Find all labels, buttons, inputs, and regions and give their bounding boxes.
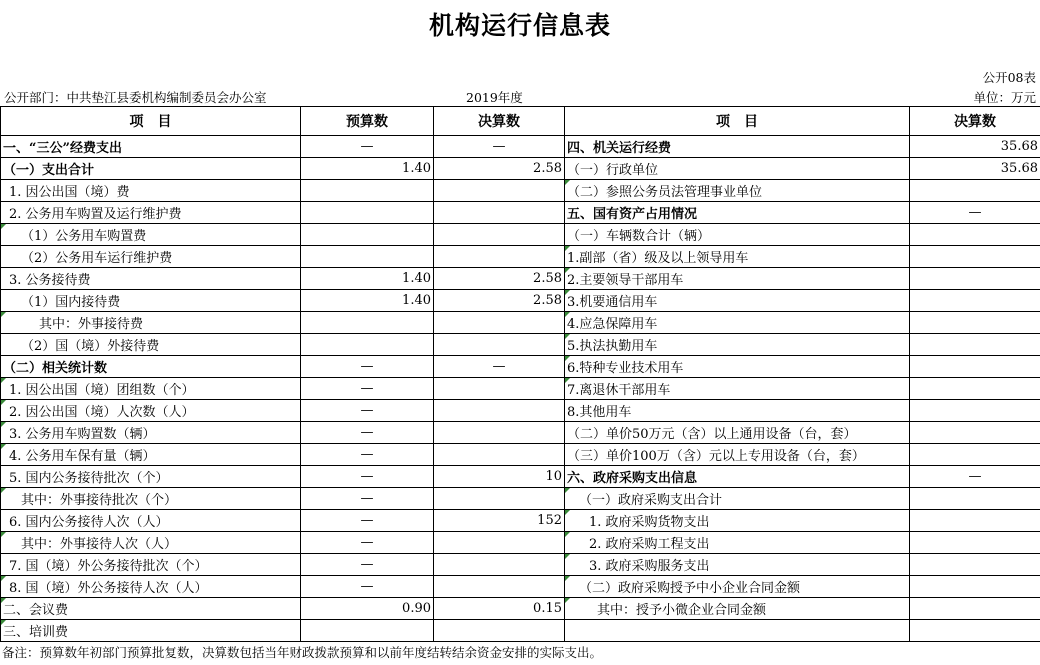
table-row (1, 202, 1040, 224)
row-final-right (910, 576, 1040, 598)
row-final-right (910, 598, 1040, 620)
row-budget: — (301, 554, 434, 576)
row-item-right: 7.离退休干部用车 (565, 378, 910, 400)
row-item-right: 五、国有资产占用情况 (565, 202, 910, 224)
row-final-right: 35.68 (910, 136, 1040, 158)
row-item-left: 1. 因公出国（境）费 (1, 180, 301, 202)
table-row (1, 312, 1040, 334)
table-row (1, 532, 1040, 554)
row-final-right (910, 334, 1040, 356)
table-row (1, 224, 1040, 246)
row-final-left (434, 224, 565, 246)
row-item-left: （一）支出合计 (1, 158, 301, 180)
table-row (1, 356, 1040, 378)
row-item-left: 1. 因公出国（境）团组数（个） (1, 378, 301, 400)
row-final-right (910, 224, 1040, 246)
row-item-left: 7. 国（境）外公务接待批次（个） (1, 554, 301, 576)
row-budget: — (301, 136, 434, 158)
row-final-right: — (910, 466, 1040, 488)
table-row (1, 400, 1040, 422)
row-item-right: 1. 政府采购货物支出 (565, 510, 910, 532)
header-final-left: 决算数 (434, 107, 565, 136)
form-number: 公开08表 (982, 70, 1036, 85)
table-header-row (1, 107, 1040, 136)
row-item-left: 3. 公务接待费 (1, 268, 301, 290)
row-item-right: 6.特种专业技术用车 (565, 356, 910, 378)
row-budget (301, 202, 434, 224)
row-final-right (910, 554, 1040, 576)
page-title: 机构运行信息表 (428, 11, 611, 40)
row-final-left (434, 334, 565, 356)
row-item-right: （一）行政单位 (565, 158, 910, 180)
row-budget: — (301, 356, 434, 378)
table-row (1, 136, 1040, 158)
row-final-right (910, 378, 1040, 400)
row-final-left (434, 488, 565, 510)
table-row (1, 246, 1040, 268)
row-final-left (434, 180, 565, 202)
row-item-left: （二）相关统计数 (1, 356, 301, 378)
year-label: 2019年度 (466, 90, 523, 105)
row-item-right: （三）单价100万（含）元以上专用设备（台，套） (565, 444, 910, 466)
row-final-right (910, 356, 1040, 378)
row-final-left (434, 532, 565, 554)
row-budget: — (301, 400, 434, 422)
row-final-left: 152 (434, 510, 565, 532)
table-row (1, 620, 1040, 642)
row-item-right: 8.其他用车 (565, 400, 910, 422)
row-item-left: 2. 公务用车购置及运行维护费 (1, 202, 301, 224)
header-item-left: 项 目 (1, 107, 301, 136)
row-item-left: （2）国（境）外接待费 (1, 334, 301, 356)
row-budget: 1.40 (301, 158, 434, 180)
unit-label: 单位：万元 (973, 90, 1036, 105)
row-final-left (434, 400, 565, 422)
table-row (1, 290, 1040, 312)
row-budget (301, 246, 434, 268)
row-final-left: — (434, 356, 565, 378)
row-item-left: 3. 公务用车购置数（辆） (1, 422, 301, 444)
row-final-left (434, 576, 565, 598)
row-budget: — (301, 576, 434, 598)
table-row (1, 554, 1040, 576)
row-final-left (434, 246, 565, 268)
header-item-right: 项 目 (565, 107, 910, 136)
table-row (1, 466, 1040, 488)
table-row (1, 510, 1040, 532)
row-item-right (565, 620, 910, 642)
row-item-left: 其中：外事接待费 (1, 312, 301, 334)
table-row (1, 488, 1040, 510)
row-item-left: 二、会议费 (1, 598, 301, 620)
table-row (1, 180, 1040, 202)
row-item-left: 4. 公务用车保有量（辆） (1, 444, 301, 466)
row-final-left (434, 312, 565, 334)
row-item-left: 5. 国内公务接待批次（个） (1, 466, 301, 488)
row-item-right: （一）车辆数合计（辆） (565, 224, 910, 246)
row-item-right: 3.机要通信用车 (565, 290, 910, 312)
row-final-left: 0.15 (434, 598, 565, 620)
table-row (1, 598, 1040, 620)
row-item-right: 2. 政府采购工程支出 (565, 532, 910, 554)
row-budget: — (301, 488, 434, 510)
row-budget (301, 312, 434, 334)
row-final-left (434, 554, 565, 576)
table-row (1, 334, 1040, 356)
row-final-right (910, 290, 1040, 312)
row-item-right: 其中：授予小微企业合同金额 (565, 598, 910, 620)
row-item-right: （二）政府采购授予中小企业合同金额 (565, 576, 910, 598)
row-final-left: 10 (434, 466, 565, 488)
row-final-right (910, 620, 1040, 642)
row-item-left: 其中：外事接待人次（人） (1, 532, 301, 554)
row-final-left: 2.58 (434, 268, 565, 290)
table-row (1, 576, 1040, 598)
row-item-right: （一）政府采购支出合计 (565, 488, 910, 510)
row-final-left: — (434, 136, 565, 158)
row-final-left (434, 202, 565, 224)
row-final-right (910, 488, 1040, 510)
row-budget: — (301, 466, 434, 488)
row-item-right: 5.执法执勤用车 (565, 334, 910, 356)
row-item-right: （二）单价50万元（含）以上通用设备（台，套） (565, 422, 910, 444)
row-item-right: 六、政府采购支出信息 (565, 466, 910, 488)
row-budget: — (301, 532, 434, 554)
row-budget: — (301, 510, 434, 532)
row-item-left: 8. 国（境）外公务接待人次（人） (1, 576, 301, 598)
row-budget (301, 620, 434, 642)
row-item-left: 其中：外事接待批次（个） (1, 488, 301, 510)
footnote: 备注：预算数年初部门预算批复数，决算数包括当年财政拨款预算和以前年度结转结余资金安排的实际支出。 (2, 645, 603, 660)
row-budget: 1.40 (301, 290, 434, 312)
row-item-left: 2. 因公出国（境）人次数（人） (1, 400, 301, 422)
row-budget: — (301, 444, 434, 466)
department-label: 公开部门：中共垫江县委机构编制委员会办公室 (4, 90, 267, 105)
row-final-right (910, 246, 1040, 268)
row-final-right: — (910, 202, 1040, 224)
table-row (1, 378, 1040, 400)
row-final-right (910, 180, 1040, 202)
row-item-left: （1）国内接待费 (1, 290, 301, 312)
row-final-right (910, 268, 1040, 290)
row-budget: — (301, 378, 434, 400)
row-item-right: 2.主要领导干部用车 (565, 268, 910, 290)
table-row (1, 444, 1040, 466)
row-item-left: （2）公务用车运行维护费 (1, 246, 301, 268)
row-budget (301, 180, 434, 202)
row-final-right (910, 510, 1040, 532)
info-table (0, 106, 1040, 642)
row-item-left: 6. 国内公务接待人次（人） (1, 510, 301, 532)
row-item-right: 3. 政府采购服务支出 (565, 554, 910, 576)
row-final-right (910, 532, 1040, 554)
row-final-right (910, 444, 1040, 466)
row-item-right: 四、机关运行经费 (565, 136, 910, 158)
row-final-right (910, 400, 1040, 422)
row-final-left (434, 378, 565, 400)
row-final-left (434, 444, 565, 466)
row-budget: 1.40 (301, 268, 434, 290)
header-final-right: 决算数 (910, 107, 1040, 136)
table-row (1, 158, 1040, 180)
row-final-right (910, 422, 1040, 444)
header-budget: 预算数 (301, 107, 434, 136)
row-final-left: 2.58 (434, 290, 565, 312)
row-budget (301, 224, 434, 246)
row-item-left: 一、“三公”经费支出 (1, 136, 301, 158)
row-item-right: 4.应急保障用车 (565, 312, 910, 334)
row-item-left: 三、培训费 (1, 620, 301, 642)
row-budget (301, 334, 434, 356)
row-budget: — (301, 422, 434, 444)
row-budget: 0.90 (301, 598, 434, 620)
table-row (1, 268, 1040, 290)
row-item-right: 1.副部（省）级及以上领导用车 (565, 246, 910, 268)
row-final-right: 35.68 (910, 158, 1040, 180)
row-final-right (910, 312, 1040, 334)
row-item-left: （1）公务用车购置费 (1, 224, 301, 246)
table-row (1, 422, 1040, 444)
row-final-left (434, 422, 565, 444)
row-final-left (434, 620, 565, 642)
row-item-right: （二）参照公务员法管理事业单位 (565, 180, 910, 202)
row-final-left: 2.58 (434, 158, 565, 180)
